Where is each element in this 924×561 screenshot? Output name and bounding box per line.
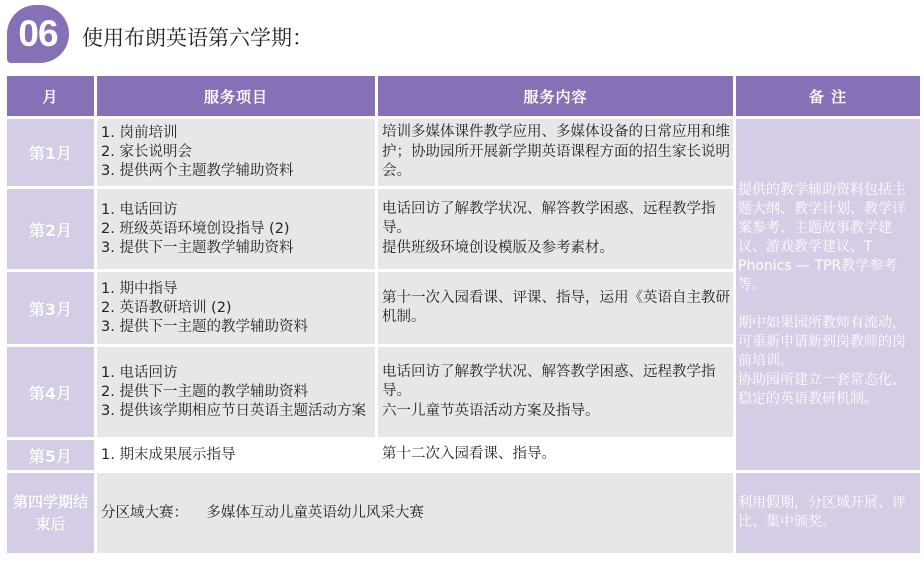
content-text: 第十一次入园看课、评课、指导，运用《英语自主教研机制。 (382, 289, 730, 325)
month-cell: 第3月 (7, 272, 94, 344)
list-item: 2. 提供下一主题的教学辅助资料 (101, 383, 308, 400)
service-content-cell (378, 440, 733, 470)
month-cell: 第1月 (7, 119, 94, 186)
remark-text: 提供的教学辅助资料包括主题大纲、教学计划、教学详案参考、主题故事教学建议、游戏教学建议、T Phonics — TPR教学参考等。 (738, 181, 906, 293)
list-item: 1. 期末成果展示指导 (101, 446, 236, 463)
month-cell: 第4月 (7, 347, 94, 437)
list-item: 2. 英语教研培训 (2) (101, 299, 232, 316)
service-item-cell (97, 119, 375, 186)
list-item: 3. 提供下一主题教学辅助资料 (101, 239, 294, 256)
service-item-cell (97, 440, 375, 470)
service-content-cell (378, 119, 733, 186)
remarks-cell (736, 119, 920, 470)
service-item-cell (97, 272, 375, 344)
month-cell: 第2月 (7, 189, 94, 269)
content-text: 第十二次入园看课、指导。 (382, 446, 556, 463)
page-header (0, 0, 924, 72)
list-item: 1. 电话回访 (101, 364, 178, 381)
service-content-cell (378, 272, 733, 344)
list-item: 1. 岗前培训 (101, 125, 178, 141)
remarks-cell: 利用假期，分区域开展、评比、集中颁奖。 (736, 473, 920, 553)
content-text: 电话回访了解教学状况、解答教学困惑、远程教学指导。 (382, 200, 716, 237)
month-cell: 第5月 (7, 440, 94, 470)
service-content-cell (378, 189, 733, 269)
month-cell: 第四学期结束后 (7, 473, 94, 553)
list-item: 2. 家长说明会 (101, 144, 192, 160)
list-item: 1. 电话回访 (101, 201, 178, 218)
header-remarks: 备 注 (736, 76, 920, 116)
content-text: 电话回访了解教学状况、解答教学困惑、远程教学指导。 (382, 363, 716, 400)
service-item-cell (97, 189, 375, 269)
list-item: 3. 提供下一主题的教学辅助资料 (101, 318, 308, 335)
service-content-cell (378, 347, 733, 437)
service-item-cell: 分区域大赛： 多媒体互动儿童英语幼儿风采大赛 (97, 473, 733, 553)
service-item-cell (97, 347, 375, 437)
table-row (7, 119, 920, 186)
content-text: 提供班级环境创设模版及参考素材。 (382, 239, 614, 256)
content-text: 培训多媒体课件教学应用、多媒体设备的日常应用和维护；协助园所开展新学期英语课程方面的招生家长说明会。 (382, 124, 730, 180)
content-text: 六一儿童节英语活动方案及指导。 (382, 402, 600, 419)
header-service-content: 服务内容 (378, 76, 733, 116)
list-item: 2. 班级英语环境创设指导 (2) (101, 220, 290, 237)
table-row (7, 473, 920, 553)
header-service-item: 服务项目 (97, 76, 375, 116)
list-item: 3. 提供该学期相应节日英语主题活动方案 (101, 402, 366, 419)
remark-text: 期中如果园所教师有流动，可重新申请新到岗教师的岗前培训。 协助园所建立一套常态化、稳定的英语教研机制。 (738, 314, 906, 407)
page-title: 使用布朗英语第六学期： (82, 26, 313, 50)
section-number-badge: 06 (7, 5, 69, 63)
header-month: 月 (7, 76, 94, 116)
service-schedule-table (4, 73, 923, 556)
list-item: 3. 提供两个主题教学辅助资料 (101, 163, 294, 179)
list-item: 1. 期中指导 (101, 280, 178, 297)
